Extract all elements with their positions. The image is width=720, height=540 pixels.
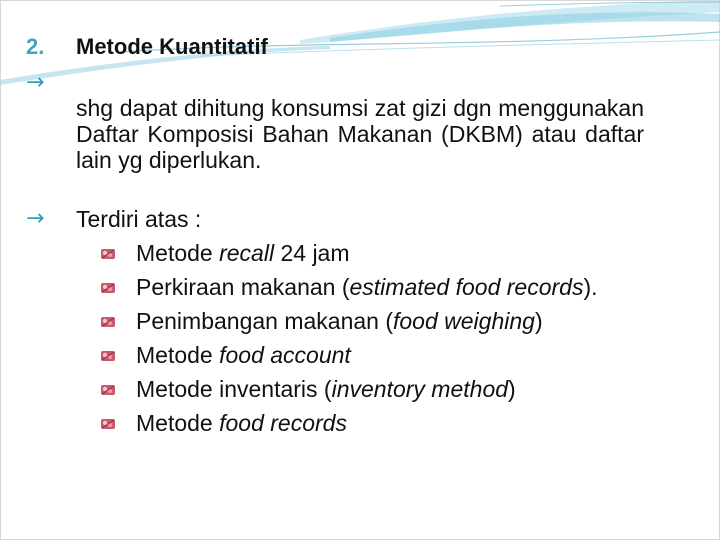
slide-number: 2. — [26, 34, 45, 59]
flower-bullet-icon — [100, 417, 116, 431]
body-paragraph: shg dapat dihitung konsumsi zat gizi dgn menggunakan Daftar Komposisi Bahan Makanan (DKBM) atau daftar lain yg diperlukan. — [76, 95, 644, 173]
arrow-right-icon: → — [26, 206, 45, 231]
list-item: Perkiraan makanan (estimated food records). — [100, 274, 660, 300]
flower-bullet-icon — [100, 383, 116, 397]
list-intro: Terdiri atas : — [76, 206, 202, 232]
flower-bullet-icon — [100, 315, 116, 329]
list-item: Metode food account — [100, 342, 660, 368]
slide-title: Metode Kuantitatif — [76, 34, 268, 59]
list-item: Metode recall 24 jam — [100, 240, 660, 266]
flower-bullet-icon — [100, 247, 116, 261]
list-item: Penimbangan makanan (food weighing) — [100, 308, 660, 334]
list-item: Metode inventaris (inventory method) — [100, 376, 660, 402]
flower-bullet-icon — [100, 349, 116, 363]
method-list — [100, 240, 660, 436]
arrow-right-icon: → — [26, 70, 45, 95]
flower-bullet-icon — [100, 281, 116, 295]
list-item: Metode food records — [100, 410, 660, 436]
